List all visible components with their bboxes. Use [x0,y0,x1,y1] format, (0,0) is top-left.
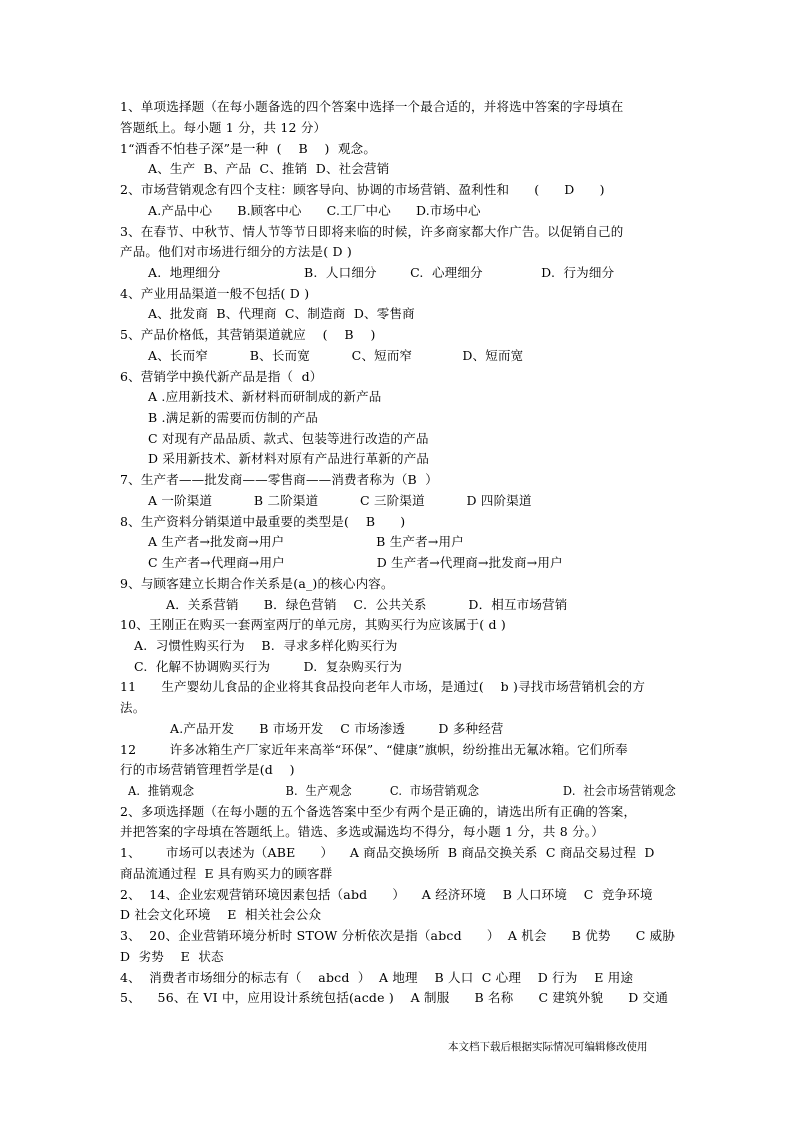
page-footer-note: 本文档下载后根据实际情况可编辑修改使用 [448,1041,648,1053]
question-9: 9、与顾客建立长期合作关系是(a_)的核心内容。 [120,576,394,591]
question-6-option-a: A .应用新技术、新材料而研制成的新产品 [148,389,382,404]
question-8-options-cd: C 生产者→代理商→用户 D 生产者→代理商→批发商→用户 [148,555,563,570]
multi-question-3-continued: D 劣势 E 状态 [120,949,224,964]
multi-question-3: 3、 20、企业营销环境分析时 STOW 分析依次是指（abcd ） A 机会 B 优势 C 威胁 [120,928,676,943]
question-6-option-d: D 采用新技术、新材料对原有产品进行革新的产品 [148,451,430,466]
question-1-options: A、生产 B、产品 C、推销 D、社会营销 [148,161,390,176]
question-8-options-ab: A 生产者→批发商→用户 B 生产者→用户 [148,534,464,549]
multi-question-4: 4、 消费者市场细分的标志有（ abcd ） A 地理 B 人口 C 心理 D 行为 E 用途 [120,970,634,985]
question-4-options: A、批发商 B、代理商 C、制造商 D、零售商 [148,306,415,321]
question-2-options: A.产品中心 B.顾客中心 C.工厂中心 D.市场中心 [148,203,481,218]
question-12: 12 许多冰箱生产厂家近年来高举“环保”、“健康”旗帜，纷纷推出无氟冰箱。它们所奉 [120,742,628,757]
question-4: 4、产业用品渠道一般不包括( D ) [120,286,310,301]
question-7: 7、生产者——批发商——零售商——消费者称为（B ） [120,472,438,487]
question-10-options-ab: A. 习惯性购买行为 B. 寻求多样化购买行为 [134,638,398,653]
multi-question-1: 1、 市场可以表述为（ABE ） A 商品交换场所 B 商品交换关系 C 商品交易过程 D [120,845,655,860]
question-8: 8、生产资料分销渠道中最重要的类型是( B ) [120,514,406,529]
question-12-continued: 行的市场营销管理哲学是(d ) [120,762,295,777]
question-11: 11 生产婴幼儿食品的企业将其食品投向老年人市场，是通过( b )寻找市场营销机会的方 [120,679,646,694]
section-instructions: 答题纸上。每小题 1 分，共 12 分） [120,120,327,135]
question-3-continued: 产品。他们对市场进行细分的方法是( D ) [120,244,352,259]
section-heading-multiple-choice: 2、多项选择题（在每小题的五个备选答案中至少有两个是正确的，请选出所有正确的答案， [120,804,637,819]
multi-question-2: 2、 14、企业宏观营销环境因素包括（abd ） A 经济环境 B 人口环境 C 竞争环境 [120,887,653,902]
question-12-options: A. 推销观念 B. 生产观念 C. 市场营销观念 D. 社会市场营销观念 [128,783,676,798]
multi-question-5: 5、 56、在 VI 中，应用设计系统包括(acde ) A 制服 B 名称 C 建筑外貌 D 交通 [120,990,669,1005]
question-11-continued: 法。 [120,700,146,715]
question-9-options: A．关系营销 B．绿色营销 C．公共关系 D．相互市场营销 [166,597,568,612]
question-10: 10、王刚正在购买一套两室两厅的单元房，其购买行为应该属于( d ) [120,617,506,632]
question-11-options: A.产品开发 B 市场开发 C 市场渗透 D 多种经营 [170,721,504,736]
section-heading-single-choice: 1、单项选择题（在每小题备选的四个答案中选择一个最合适的，并将选中答案的字母填在 [120,99,624,114]
section-instructions-multiple: 并把答案的字母填在答题纸上。错选、多选或漏选均不得分，每小题 1 分，共 8 分。） [120,824,604,839]
question-5: 5、产品价格低，其营销渠道就应 ( B ) [120,327,376,342]
multi-question-1-continued: 商品流通过程 E 具有购买力的顾客群 [120,866,333,881]
question-6-option-b: B .满足新的需要而仿制的产品 [148,410,319,425]
question-1: 1“酒香不怕巷子深”是一种 ( B ) 观念。 [120,141,377,156]
question-6-option-c: C 对现有产品品质、款式、包装等进行改造的产品 [148,431,429,446]
question-5-options: A、长而窄 B、长而宽 C、短而窄 D、短而宽 [148,348,524,363]
question-2: 2、市场营销观念有四个支柱：顾客导向、协调的市场营销、盈利性和 ( D ) [120,182,605,197]
question-3: 3、在春节、中秋节、情人节等节日即将来临的时候，许多商家都大作广告。以促销自己的 [120,224,624,239]
multi-question-2-continued: D 社会文化环境 E 相关社会公众 [120,907,322,922]
question-3-options: A. 地理细分 B. 人口细分 C. 心理细分 D. 行为细分 [148,265,615,280]
question-10-options-cd: C. 化解不协调购买行为 D. 复杂购买行为 [134,659,403,674]
question-7-options: A 一阶渠道 B 二阶渠道 C 三阶渠道 D 四阶渠道 [148,493,532,508]
question-6: 6、营销学中换代新产品是指（ d） [120,369,323,384]
